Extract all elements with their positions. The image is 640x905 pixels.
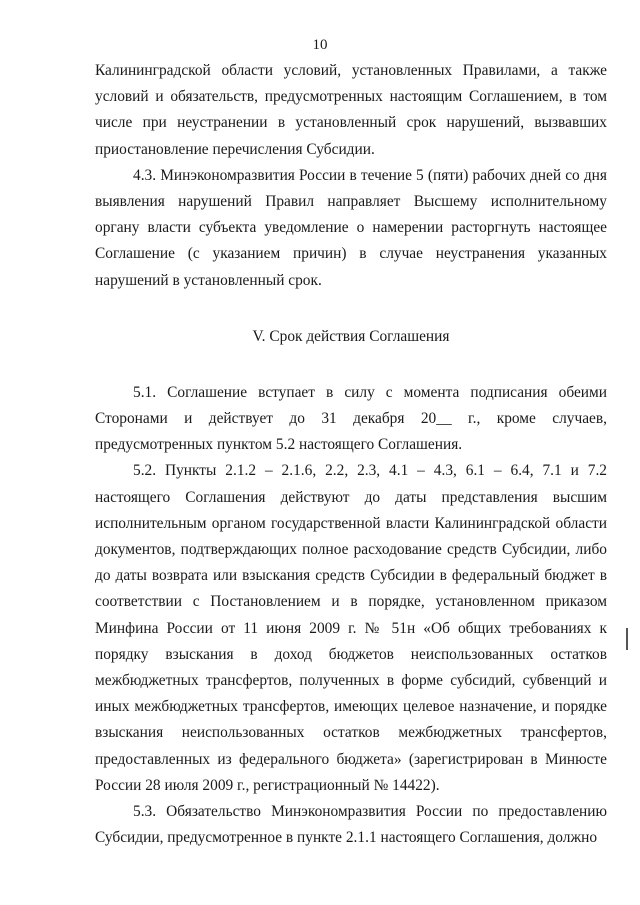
document-body: [95, 58, 607, 851]
paragraph-continuation: Калининградской области условий, установленных Правилами, а также условий и обязательств, предусмотренных настоящим Соглашением, в том числе при неустранении в установленный срок нарушений, вызвавших приостановление перечисления Субсидии.: [95, 62, 607, 158]
paragraph-5-1: 5.1. Соглашение вступает в силу с момента подписания обеими Сторонами и действует до 31 декабря 20__ г., кроме случаев, предусмотренных пунктом 5.2 настоящего Соглашения.: [95, 383, 607, 454]
section-heading-v: V. Срок действия Соглашения: [252, 327, 450, 345]
paragraph-4-3: 4.3. Минэкономразвития России в течение 5 (пяти) рабочих дней со дня выявления нарушений Правил направляет Высшему исполнительному органу власти субъекта уведомление о намерении расторгнуть настоящее Соглашение (с указанием причин) в случае неустранения указанных нарушений в установленный срок.: [95, 166, 607, 289]
paragraph-5-3: 5.3. Обязательство Минэкономразвития России по предоставлению Субсидии, предусмотренное в пункте 2.1.1 настоящего Соглашения, должно: [95, 803, 607, 847]
scan-artifact-mark: [626, 628, 628, 650]
page-number: 10: [312, 37, 328, 53]
paragraph-5-2: 5.2. Пункты 2.1.2 – 2.1.6, 2.2, 2.3, 4.1 – 4.3, 6.1 – 6.4, 7.1 и 7.2 настоящего Соглашения действуют до даты представления высшим исполнительным органом государственной власти Калининградской области документов, подтверждающих полное расходование средств Субсидии, либо до даты возврата или взыскания средств Субсидии в федеральный бюджет в соответствии с Постановлением и в порядке, установленном приказом Минфина России от 11 июня 2009 г. № 51н «Об общих требованиях к порядку взыскания в доход бюджетов неиспользованных остатков межбюджетных трансфертов, полученных в форме субсидий, субвенций и иных межбюджетных трансфертов, имеющих целевое назначение, и порядке взыскания неиспользованных остатков межбюджетных трансфертов, предоставленных из федерального бюджета» (зарегистрирован в Минюсте России 28 июля 2009 г., регистрационный № 14422).: [95, 462, 607, 794]
